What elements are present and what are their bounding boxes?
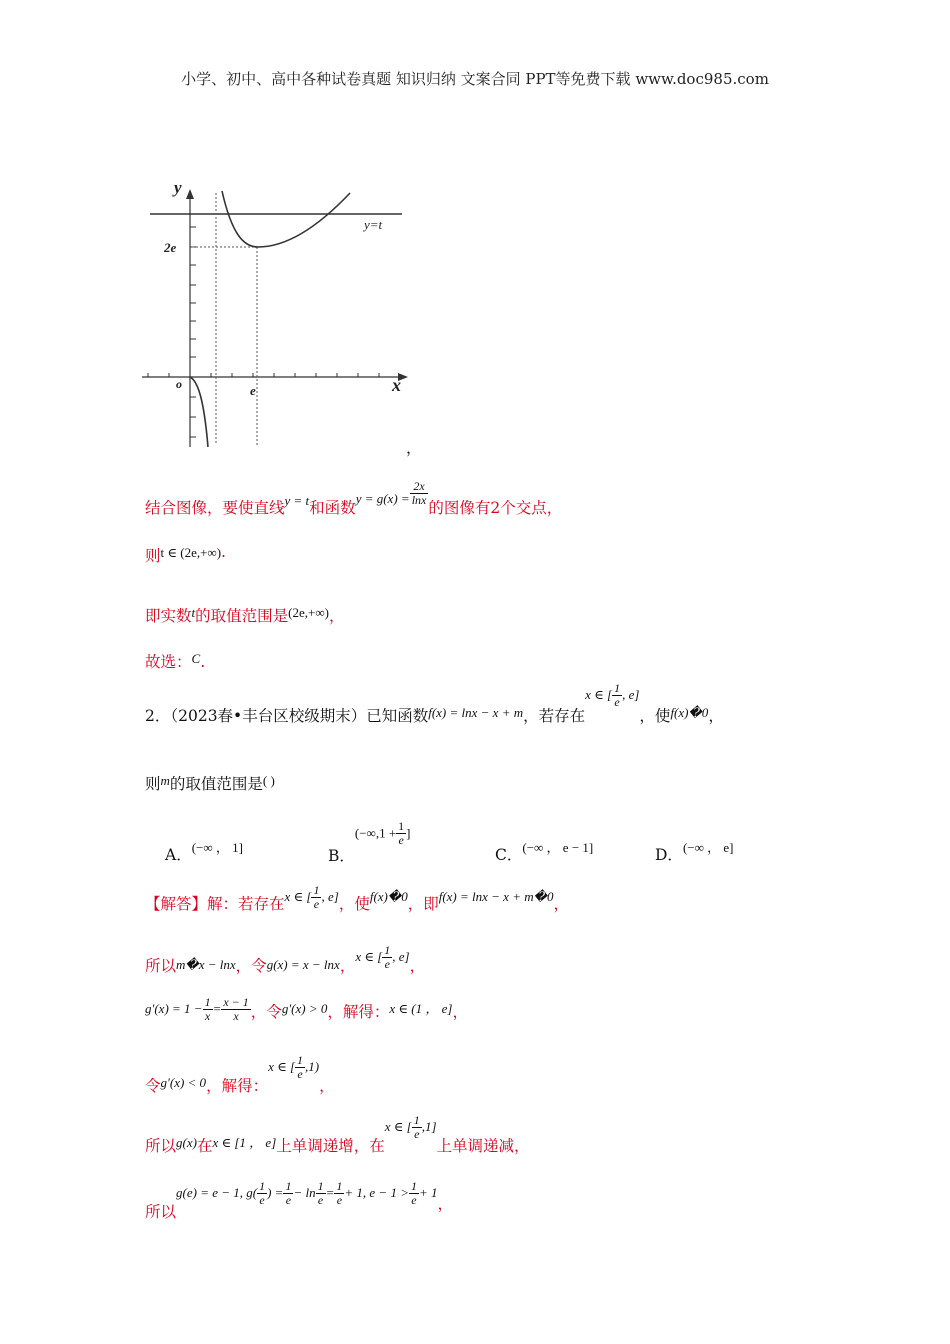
e-label: e bbox=[250, 383, 256, 398]
answer-line1: 【解答】解：若存在x ∈ [ $\frac{1}{e}$ , e]，使f(x)�0，即f(x) = lnx − x + m�0， bbox=[145, 883, 569, 914]
q2-stem-line1: 2．（2023春•丰台区校级期末）已知函数$_{f(x) = lnx - x + m}$，若存在x ∈ [ $\frac{1}{e}$ , e]，使$_{f(x)�0}$， bbox=[145, 681, 724, 726]
y-ticks bbox=[190, 227, 196, 437]
answer-line5: 所以$_{g(x)}$在$_{x \in [1 , e]}$上单调递增，在$^{x \in [}$ $\frac{1}{e}$ $^{,1]}$上单调递减， bbox=[145, 1113, 530, 1156]
sol1-line2: 则t ∈ (2e,+∞). bbox=[145, 543, 226, 565]
y-axis-arrow bbox=[186, 189, 194, 199]
option-b[interactable]: B．(−∞,1 + $\frac{1}{e}$ ] bbox=[328, 819, 411, 865]
origin-label: o bbox=[176, 377, 182, 391]
option-a[interactable]: A．(−∞ ， 1] bbox=[165, 840, 243, 864]
x-axis-label: x bbox=[392, 375, 401, 395]
curve-right-branch bbox=[222, 191, 350, 247]
two-e-label: 2e bbox=[164, 240, 177, 255]
answer-line6: 所以g(e) = e − 1, g( $\frac{1}{e}$ ) = $\frac{1}{e}$ − ln $\frac{1}{e}$ = $\frac{1}{e}$ + 1, e − 1 > $\frac{1}{e}$ + 1， bbox=[145, 1179, 454, 1222]
answer-line2: 所以$_{m�x - lnx}$，令$_{g(x) = x - lnx}$，x ∈ [ $\frac{1}{e}$ , e]， bbox=[145, 943, 426, 976]
function-graph bbox=[140, 175, 415, 455]
sol1-line4: 故选：C. bbox=[145, 651, 206, 671]
option-c[interactable]: C．(−∞ ， e − 1] bbox=[495, 840, 594, 864]
page-header: 小学、初中、高中各种试卷真题 知识归纳 文案合同 PPT等免费下载 www.doc985.com bbox=[181, 70, 769, 88]
option-d[interactable]: D．(−∞ ， e] bbox=[655, 840, 734, 864]
sol1-line3: 即实数t的取值范围是(2e,+∞)， bbox=[145, 605, 345, 625]
q2-stem-line2: 则m的取值范围是( ) bbox=[145, 773, 275, 793]
answer-line4: 令$_{g'(x) < 0}$，解得：$^{x \in [}$ $\frac{1}{e}$ $^{,1)}$， bbox=[145, 1053, 335, 1096]
figure-trailing-comma: ， bbox=[406, 439, 422, 457]
y-axis-label: y bbox=[174, 178, 182, 197]
answer-line3: g′(x) = 1 − $\frac{1}{x}$ = $\frac{x - 1}{x}$ ，令g′(x) > 0，解得：x ∈ (1 ， e]， bbox=[145, 995, 468, 1023]
sol1-line1: 结合图像，要使直线$_{y = t}$和函数$_{y = g(x) =}$ $\frac{2x}{\ln x}$ 的图像有2个交点， bbox=[145, 479, 563, 518]
line-label: y=t bbox=[364, 217, 383, 232]
